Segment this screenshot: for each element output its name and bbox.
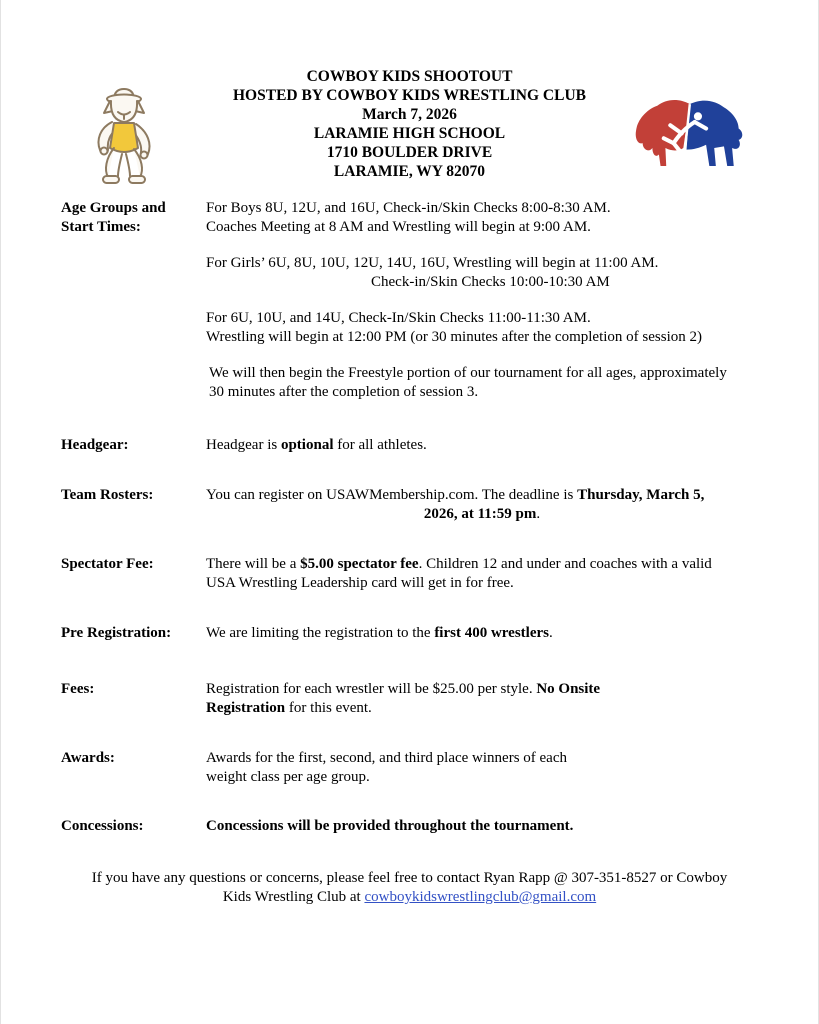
venue-city-state-zip: LARAMIE, WY 82070 xyxy=(333,163,486,180)
team-rosters-label: Team Rosters: xyxy=(61,487,154,503)
contact-line: If you have any questions or concerns, please feel free to contact Ryan Rapp @ 307-351-8527 or Cowboy xyxy=(91,870,728,886)
headgear-line: Headgear is optional for all athletes. xyxy=(206,437,427,453)
event-host: HOSTED BY COWBOY KIDS WRESTLING CLUB xyxy=(233,87,586,104)
flyer-body xyxy=(1,199,818,836)
boys-schedule xyxy=(206,199,758,237)
team-rosters-line: You can register on USAWMembership.com. The deadline is Thursday, March 5, xyxy=(206,487,705,503)
session3-start-line: Wrestling will begin at 12:00 PM (or 30 minutes after the completion of session 2) xyxy=(206,329,702,345)
team-rosters-deadline-line: 2026, at 11:59 pm. xyxy=(423,506,541,522)
freestyle-line: 30 minutes after the completion of session 3. xyxy=(209,384,479,400)
venue-street: 1710 BOULDER DRIVE xyxy=(326,144,493,161)
cowboy-wrestler-mascot-icon xyxy=(84,86,164,184)
awards-line: Awards for the first, second, and third place winners of each xyxy=(206,750,567,766)
event-date: March 7, 2026 xyxy=(362,106,457,123)
fees-line: Registration for this event. xyxy=(206,700,372,716)
contact-line: Kids Wrestling Club at cowboykidswrestlingclub@gmail.com xyxy=(222,889,597,905)
session3-schedule xyxy=(206,309,758,347)
spectator-fee-line: USA Wrestling Leadership card will get in for free. xyxy=(206,575,514,591)
red-blue-buffalo-wrestlers-icon xyxy=(628,94,750,172)
spectator-fee-content xyxy=(206,555,758,593)
age-groups-label-line: Age Groups and xyxy=(61,200,166,216)
venue-name: LARAMIE HIGH SCHOOL xyxy=(313,125,506,142)
fees-content xyxy=(206,680,758,718)
awards-line: weight class per age group. xyxy=(206,769,370,785)
pre-registration-content xyxy=(206,624,758,643)
section-awards xyxy=(61,749,758,787)
section-concessions xyxy=(61,817,758,836)
section-team-rosters xyxy=(61,486,758,524)
concessions-line: Concessions will be provided throughout the tournament. xyxy=(206,818,574,834)
section-fees xyxy=(61,680,758,718)
fees-line: Registration for each wrestler will be $25.00 per style. No Onsite xyxy=(206,681,601,697)
email-link[interactable]: cowboykidswrestlingclub@gmail.com xyxy=(364,889,597,905)
section-age-groups xyxy=(61,199,758,402)
awards-label: Awards: xyxy=(61,750,115,766)
boys-checkin-line: For Boys 8U, 12U, and 16U, Check-in/Skin Checks 8:00-8:30 AM. xyxy=(206,200,611,216)
freestyle-line: We will then begin the Freestyle portion of our tournament for all ages, approximately xyxy=(209,365,727,381)
event-title: COWBOY KIDS SHOOTOUT xyxy=(306,68,513,85)
girls-start-line: For Girls’ 6U, 8U, 10U, 12U, 14U, 16U, Wrestling will begin at 11:00 AM. xyxy=(206,255,659,271)
headgear-content xyxy=(206,436,758,455)
girls-schedule xyxy=(206,254,758,292)
section-pre-registration xyxy=(61,624,758,643)
fees-label: Fees: xyxy=(61,681,95,697)
age-groups-label xyxy=(61,199,206,402)
age-groups-content xyxy=(206,199,758,402)
boys-start-line: Coaches Meeting at 8 AM and Wrestling will begin at 9:00 AM. xyxy=(206,219,591,235)
section-headgear xyxy=(61,436,758,455)
concessions-label: Concessions: xyxy=(61,818,144,834)
age-groups-label-line: Start Times: xyxy=(61,219,141,235)
contact-note xyxy=(1,869,818,907)
headgear-label: Headgear: xyxy=(61,437,129,453)
section-spectator-fee xyxy=(61,555,758,593)
freestyle-note xyxy=(209,364,758,402)
pre-registration-label: Pre Registration: xyxy=(61,625,172,641)
session3-checkin-line: For 6U, 10U, and 14U, Check-In/Skin Checks 11:00-11:30 AM. xyxy=(206,310,591,326)
concessions-content xyxy=(206,817,758,836)
pre-registration-line: We are limiting the registration to the first 400 wrestlers. xyxy=(206,625,553,641)
team-rosters-content xyxy=(206,486,758,524)
girls-checkin-line: Check-in/Skin Checks 10:00-10:30 AM xyxy=(371,274,610,290)
spectator-fee-line: There will be a $5.00 spectator fee. Children 12 and under and coaches with a valid xyxy=(206,556,712,572)
spectator-fee-label: Spectator Fee: xyxy=(61,556,154,572)
awards-content xyxy=(206,749,758,787)
